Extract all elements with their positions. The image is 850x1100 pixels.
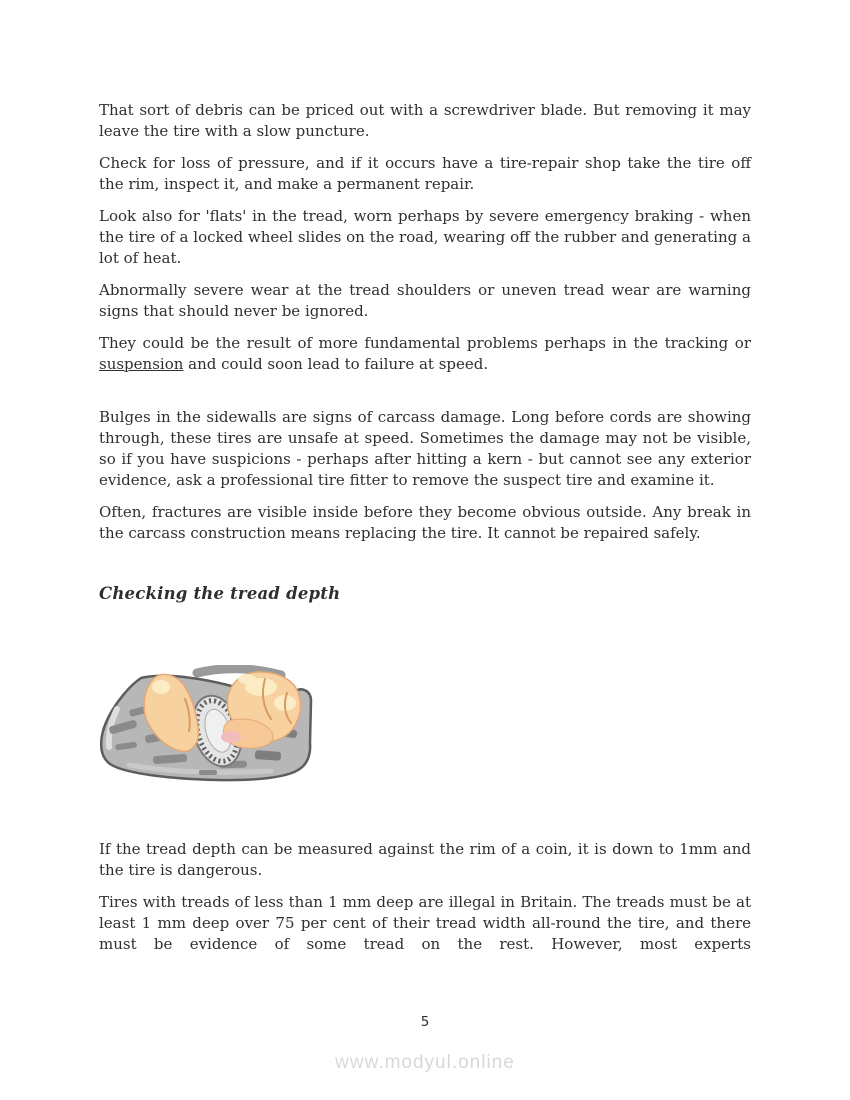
watermark: www.modyul.online	[335, 1052, 515, 1073]
paragraph-coin-rim: If the tread depth can be measured against the rim of a coin, it is down to 1mm and the tire is dangerous.	[99, 840, 751, 879]
suspension-text-before: They could be the result of more fundamental problems perhaps in the tracking or	[99, 334, 751, 352]
page-content	[99, 100, 751, 966]
tread-depth-illustration	[99, 665, 319, 783]
paragraph-bulges: Bulges in the sidewalls are signs of carcass damage. Long before cords are showing through, these tires are unsafe at speed. Sometimes the damage may not be visible, so if you have suspicions - perhaps after hitting a kern - but cannot see any exterior evidence, ask a professional tire fitter to remove the suspect tire and examine it.	[99, 408, 751, 489]
paragraph-fractures: Often, fractures are visible inside before they become obvious outside. Any break in the carcass construction means replacing the tire. It cannot be repaired safely.	[99, 503, 751, 542]
section-heading: Checking the tread depth	[99, 584, 341, 603]
paragraph-debris: That sort of debris can be priced out with a screwdriver blade. But removing it may leave the tire with a slow puncture.	[99, 101, 751, 140]
paragraph-legal-depth: Tires with treads of less than 1 mm deep are illegal in Britain. The treads must be at least 1 mm deep over 75 per cent of their tread width all-round the tire, and there must be evidence of some tread on the rest. However, most experts	[99, 893, 751, 953]
paragraph-pressure: Check for loss of pressure, and if it occurs have a tire-repair shop take the tire off the rim, inspect it, and make a permanent repair.	[99, 154, 751, 193]
suspension-text-after: and could soon lead to failure at speed.	[183, 355, 489, 373]
coin-in-tire-tread-image	[99, 665, 319, 783]
paragraph-flats: Look also for 'flats' in the tread, worn perhaps by severe emergency braking - when the tire of a locked wheel slides on the road, wearing off the rubber and generating a lot of heat.	[99, 207, 751, 267]
paragraph-shoulder-wear: Abnormally severe wear at the tread shoulders or uneven tread wear are warning signs that should never be ignored.	[99, 281, 751, 320]
page-number: 5	[420, 1014, 430, 1030]
underlined-term-suspension: suspension	[99, 355, 184, 373]
paragraph-suspension	[99, 333, 751, 375]
fingertip	[221, 731, 241, 743]
